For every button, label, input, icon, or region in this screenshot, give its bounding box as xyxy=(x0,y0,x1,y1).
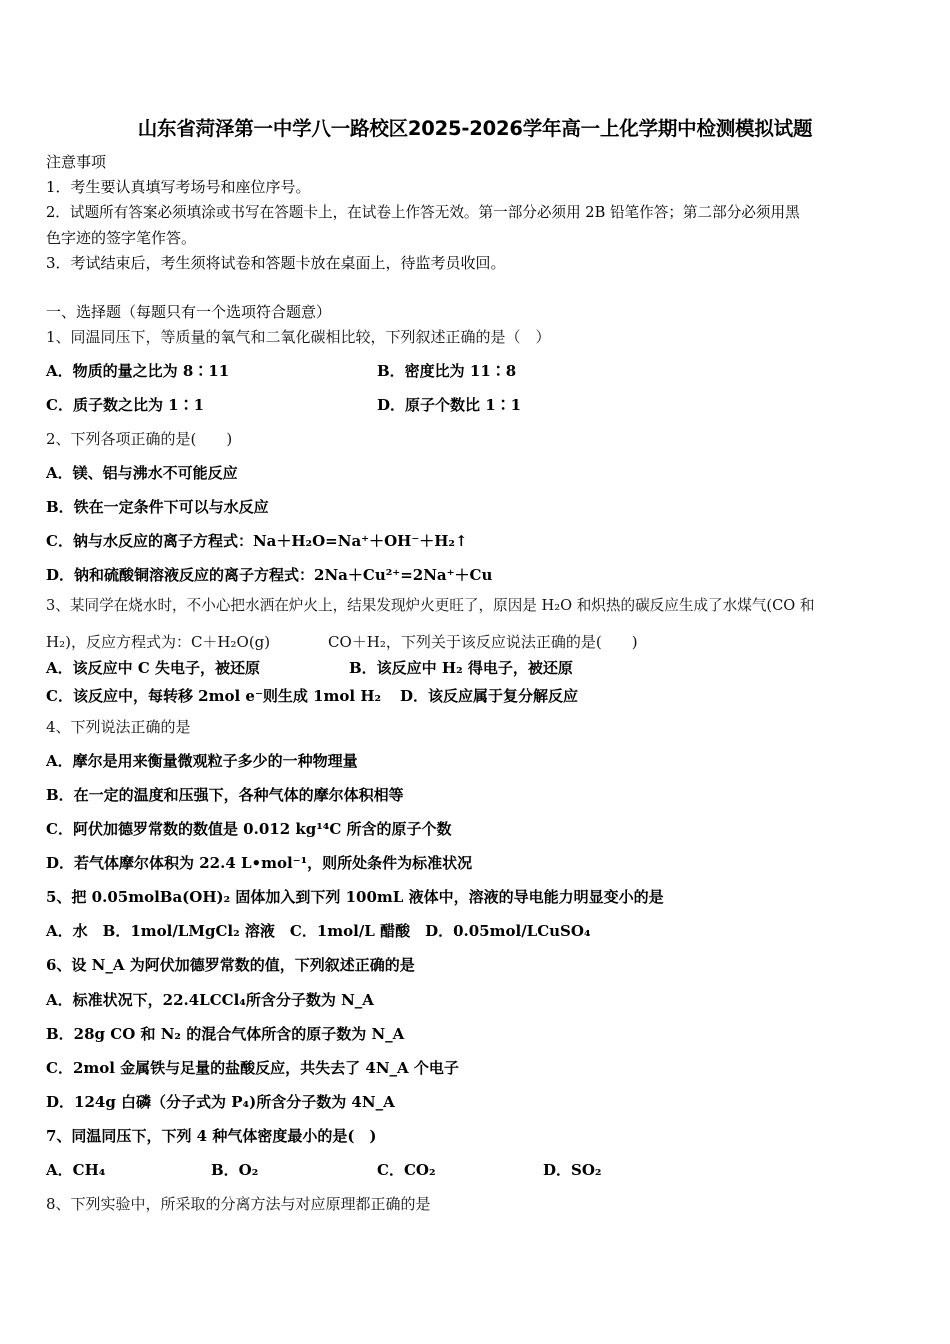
q2-option-a: A．镁、铝与沸水不可能反应 xyxy=(46,464,238,482)
question-3-stem-line-2b: CO＋H₂，下列关于该反应说法正确的是( ) xyxy=(328,633,638,651)
q2-option-b: B．铁在一定条件下可以与水反应 xyxy=(46,498,269,516)
q7-option-c: C．CO₂ xyxy=(377,1161,436,1179)
q5-options: A．水 B．1mol/LMgCl₂ 溶液 C．1mol/L 醋酸 D．0.05mol/LCuSO₄ xyxy=(46,922,591,940)
q7-option-a: A．CH₄ xyxy=(46,1161,106,1179)
question-6-stem: 6、设 N_A 为阿伏加德罗常数的值，下列叙述正确的是 xyxy=(46,956,415,974)
notice-item-1: 1．考生要认真填写考场号和座位序号。 xyxy=(46,178,311,196)
q1-option-b: B．密度比为 11∶8 xyxy=(377,362,517,380)
q1-option-c: C．质子数之比为 1∶1 xyxy=(46,396,205,414)
q6-option-c: C．2mol 金属铁与足量的盐酸反应，共失去了 4N_A 个电子 xyxy=(46,1059,459,1077)
q3-option-d: D．该反应属于复分解反应 xyxy=(400,687,579,705)
q1-option-a: A．物质的量之比为 8∶11 xyxy=(46,362,230,380)
q3-option-b: B．该反应中 H₂ 得电子，被还原 xyxy=(349,659,573,677)
page-title: 山东省菏泽第一中学八一路校区2025-2026学年高一上化学期中检测模拟试题 xyxy=(137,117,813,140)
q4-option-d: D．若气体摩尔体积为 22.4 L•mol⁻¹，则所处条件为标准状况 xyxy=(46,854,473,872)
notice-item-2a: 2．试题所有答案必须填涂或书写在答题卡上，在试卷上作答无效。第一部分必须用 2B 铅笔作答；第二部分必须用黑 xyxy=(46,204,800,221)
section-heading: 一、选择题（每题只有一个选项符合题意） xyxy=(46,303,332,321)
q2-option-c: C．钠与水反应的离子方程式：Na＋H₂O=Na⁺＋OH⁻＋H₂↑ xyxy=(46,532,468,550)
q3-option-a: A．该反应中 C 失电子，被还原 xyxy=(46,659,261,677)
q6-option-b: B．28g CO 和 N₂ 的混合气体所含的原子数为 N_A xyxy=(46,1025,405,1043)
question-1-stem: 1、同温同压下，等质量的氧气和二氧化碳相比较，下列叙述正确的是（ ） xyxy=(46,328,551,346)
question-3-stem-line-2a: H₂)，反应方程式为：C＋H₂O(g) xyxy=(46,633,271,651)
q4-option-b: B．在一定的温度和压强下，各种气体的摩尔体积相等 xyxy=(46,786,404,804)
q6-option-a: A．标准状况下，22.4LCCl₄所含分子数为 N_A xyxy=(46,991,374,1009)
notice-heading: 注意事项 xyxy=(46,153,107,171)
q1-option-d: D．原子个数比 1∶1 xyxy=(377,396,522,414)
q3-option-c: C．该反应中，每转移 2mol e⁻则生成 1mol H₂ xyxy=(46,687,382,705)
question-2-stem: 2、下列各项正确的是( ) xyxy=(46,430,233,448)
question-7-stem: 7、同温同压下，下列 4 种气体密度最小的是( ) xyxy=(46,1127,377,1145)
q2-option-d: D．钠和硫酸铜溶液反应的离子方程式：2Na＋Cu²⁺=2Na⁺＋Cu xyxy=(46,566,493,584)
q4-option-c: C．阿伏加德罗常数的数值是 0.012 kg¹⁴C 所含的原子个数 xyxy=(46,820,452,838)
question-5-stem: 5、把 0.05molBa(OH)₂ 固体加入到下列 100mL 液体中，溶液的导电能力明显变小的是 xyxy=(46,888,664,906)
question-3-stem-line-1: 3、某同学在烧水时，不小心把水洒在炉火上，结果发现炉火更旺了，原因是 H₂O 和炽热的碳反应生成了水煤气(CO 和 xyxy=(46,597,815,614)
q4-option-a: A．摩尔是用来衡量微观粒子多少的一种物理量 xyxy=(46,752,358,770)
question-4-stem: 4、下列说法正确的是 xyxy=(46,718,191,736)
q7-option-b: B．O₂ xyxy=(211,1161,259,1179)
question-8-stem: 8、下列实验中，所采取的分离方法与对应原理都正确的是 xyxy=(46,1195,431,1213)
q6-option-d: D．124g 白磷（分子式为 P₄)所含分子数为 4N_A xyxy=(46,1093,395,1111)
notice-item-2b: 色字迹的签字笔作答。 xyxy=(46,229,197,247)
q7-option-d: D．SO₂ xyxy=(543,1161,602,1179)
notice-item-3: 3．考试结束后，考生须将试卷和答题卡放在桌面上，待监考员收回。 xyxy=(46,254,506,272)
